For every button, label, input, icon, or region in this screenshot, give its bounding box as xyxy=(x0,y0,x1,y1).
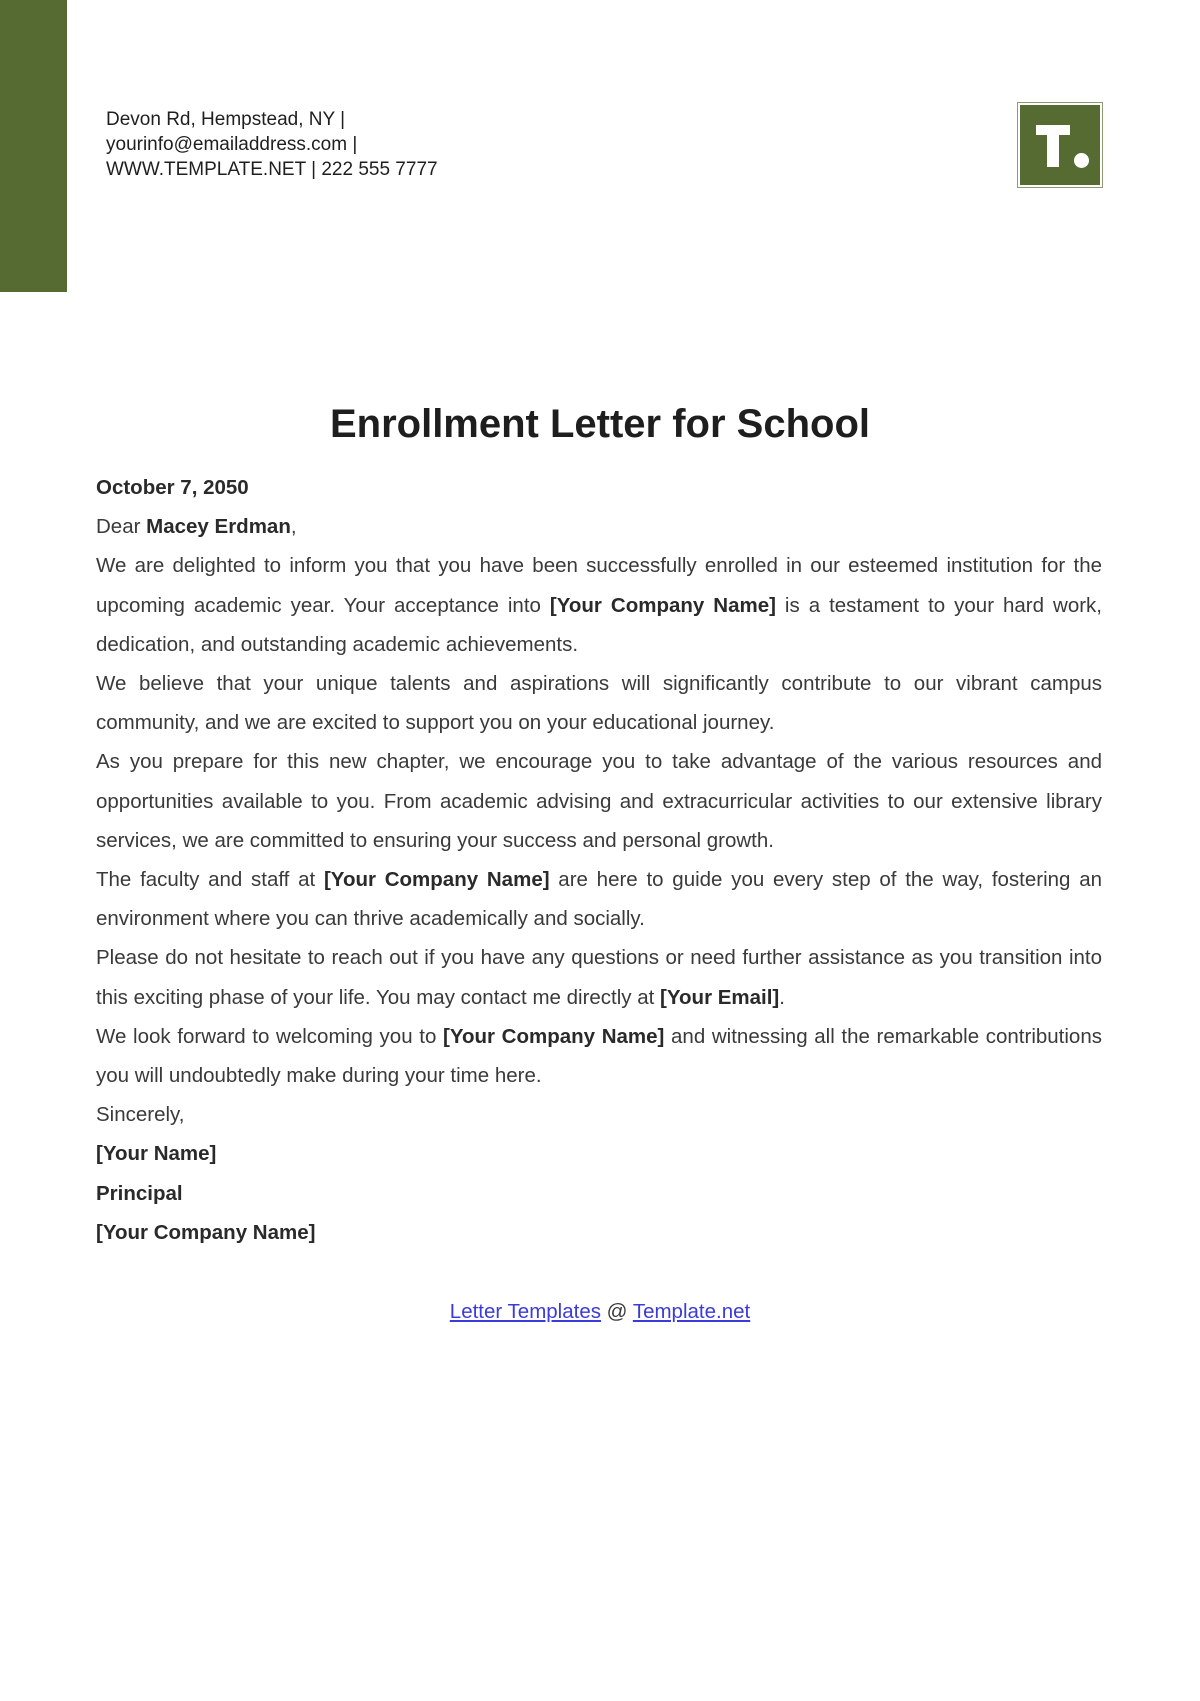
side-accent-bar xyxy=(0,0,67,292)
closing: Sincerely, xyxy=(96,1103,185,1127)
signer-title: Principal xyxy=(96,1181,183,1205)
paragraph-6: We look forward to welcoming you to [Your Company Name] and witnessing all the remarkable contributions you will undoubtedly make during your time here. xyxy=(96,1024,1102,1088)
salutation: Dear Macey Erdman, xyxy=(96,515,297,539)
contact-email: yourinfo@emailaddress.com | xyxy=(106,134,358,155)
signer-company: [Your Company Name] xyxy=(96,1220,316,1244)
contact-address: Devon Rd, Hempstead, NY | xyxy=(106,109,346,130)
contact-info xyxy=(106,107,438,182)
recipient-name: Macey Erdman xyxy=(146,515,291,539)
letter-templates-link[interactable]: Letter Templates xyxy=(449,1300,601,1323)
paragraph-2: We believe that your unique talents and aspirations will significantly contribute to our vibrant campus community, and we are excited to support you on your educational journey. xyxy=(96,672,1102,735)
paragraph-5: Please do not hesitate to reach out if you have any questions or need further assistance as you transition into this exciting phase of your life. You may contact me directly at [Your Email]. xyxy=(96,946,1102,1009)
footer-separator: @ xyxy=(600,1300,633,1323)
letter-date: October 7, 2050 xyxy=(96,476,249,499)
footer-attribution xyxy=(0,1292,1200,1331)
signature-block xyxy=(96,1095,1102,1252)
paragraph-3: As you prepare for this new chapter, we encourage you to take advantage of the various resources and opportunities available to you. From academic advising and extracurricular activities to our extensive library services, we are committed to ensuring your success and personal growth. xyxy=(96,750,1102,852)
contact-website-phone: WWW.TEMPLATE.NET | 222 555 7777 xyxy=(106,159,438,180)
signer-name: [Your Name] xyxy=(96,1142,217,1166)
template-net-link[interactable]: Template.net xyxy=(632,1300,751,1323)
template-logo-icon xyxy=(1017,102,1103,188)
paragraph-1: We are delighted to inform you that you have been successfully enrolled in our esteemed institution for the upcoming academic year. Your acceptance into [Your Company Name] is a testament to your hard work, dedication, and outstanding academic achievements. xyxy=(96,554,1102,656)
letter-title: Enrollment Letter for School xyxy=(329,402,871,446)
letter-body xyxy=(96,468,1102,1252)
paragraph-4: The faculty and staff at [Your Company Name] are here to guide you every step of the way, fostering an environment where you can thrive academically and socially. xyxy=(96,868,1103,931)
